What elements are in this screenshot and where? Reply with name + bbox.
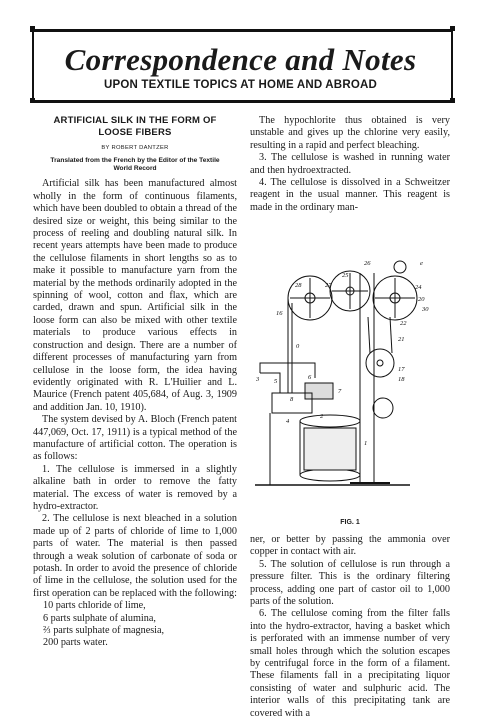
figure-label: 18 [398,376,405,383]
figure-label: 0 [296,343,300,350]
page-subtitle: UPON TEXTILE TOPICS AT HOME AND ABROAD [104,79,377,91]
paragraph: The hypochlorite thus obtained is very unstable and gives up the chlorine very easily, resulting in a rapid and perfect bleaching. [250,115,450,151]
figure-label: e [420,260,423,267]
paragraph: 3. The cellulose is washed in running water and then hydroextracted. [250,152,450,176]
figure-label: 20 [418,296,425,303]
right-column-bottom [250,534,450,720]
paragraph: 2. The cellulose is next bleached in a solution made up of 2 parts of chloride of lime to 1,000 parts of water. The material is then passed through a weak solution of carbonate of soda or potash. In order to avoid the presence of chloride of lime in the cellulose, the solution used for the first operation can be replaced with the following: [33,513,237,599]
figure-label: 8 [290,396,294,403]
article-title-line-1: ARTIFICIAL SILK IN THE FORM OF [53,115,217,126]
figure-label: 28 [295,282,302,289]
header-bottom-rule [30,100,453,103]
figure-label: 24 [415,284,422,291]
figure-label: 1 [364,440,368,447]
figure-label: 27 [325,282,332,289]
paragraph: 1. The cellulose is immersed in a slightly alkaline bath in order to remove the fatty material. The excess of water is removed by a hydro-extractor. [33,463,237,512]
left-column [33,115,237,650]
apparatus-figure [250,253,450,498]
paragraph: Artificial silk has been manufactured almost wholly in the form of continuous filaments, which have been doubled to obtain a thread of the desired size or weight, this being similar to the process of reeling and doubling natural silk. In recent years attempts have been made to produce the cellulose filaments in short lengths so as to make it possible to manufacture yarn from the material by the methods ordinarily adopted in the spinning of wool, cotton and flax, which are carded, drawn and spun. Artificial silk in the loose form can also be mixed with other textile materials to produce various effects in construction and design. There are a number of different processes of manufacturing yarn from cellulose in the loose form, the idea having evidently originated with R. L'Huilier and L. Maurice (French patent 405,684, of Aug. 3, 1909 and addition Jan. 10, 1910). [33,178,237,413]
right-column-top [250,115,450,214]
figure-label: 3 [256,376,260,383]
paragraph: The system devised by A. Bloch (French patent 447,069, Oct. 17, 1911) is a typical method of the manufacture of artificial cotton. The operation is as follows: [33,414,237,463]
page-title: Correspondence and Notes [64,42,417,77]
article-byline: BY ROBERT DANTZER [101,145,169,151]
figure-label: 30 [422,306,429,313]
article-title-line-2: LOOSE FIBERS [98,127,172,138]
recipe-item: 200 parts water. [43,637,108,649]
figure-label: 4 [286,418,290,425]
translator-line-2: World Record [113,165,157,173]
figure-label: 17 [398,366,405,373]
paragraph: 4. The cellulose is dissolved in a Schweitzer reagent in the usual manner. This reagent is made in the ordinary man- [250,177,450,213]
paragraph: 5. The solution of cellulose is run through a pressure filter. This is the ordinary filtering process, adding one part of castor oil to 1,000 parts of the solution. [250,558,450,608]
recipe-item: ⅔ parts sulphate of magnesia, [43,625,165,637]
translator-line-1: Translated from the French by the Editor of the Textile [50,157,220,165]
figure-label: 26 [364,260,371,267]
recipe-list [33,600,237,650]
figure-label: 16 [276,310,283,317]
figure-label: 2 [320,413,324,420]
figure-label: 21 [398,336,405,343]
recipe-item: 6 parts sulphate of alumina, [43,612,156,624]
recipe-item: 10 parts chloride of lime, [43,600,146,612]
paragraph: ner, or better by passing the ammonia over copper in contact with air. [250,534,450,558]
paragraph: 6. The cellulose coming from the filter falls into the hydro-extractor, having a basket which is perforated with an immense number of very small holes through which the solution escapes by centrifugal force in the form of a filament. These filaments fall in a precipitating liquor consisting of water and sulphuric acid. The interior walls of this precipitating tank are covered with a [250,608,450,719]
figure-caption: FIG. 1 [340,519,360,526]
translator-note [33,157,237,173]
figure-label: 25 [342,272,349,279]
figure-label: 7 [338,388,342,395]
figure-label: 6 [308,374,312,381]
figure-label: 5 [274,378,278,385]
figure-label: 22 [400,320,407,327]
